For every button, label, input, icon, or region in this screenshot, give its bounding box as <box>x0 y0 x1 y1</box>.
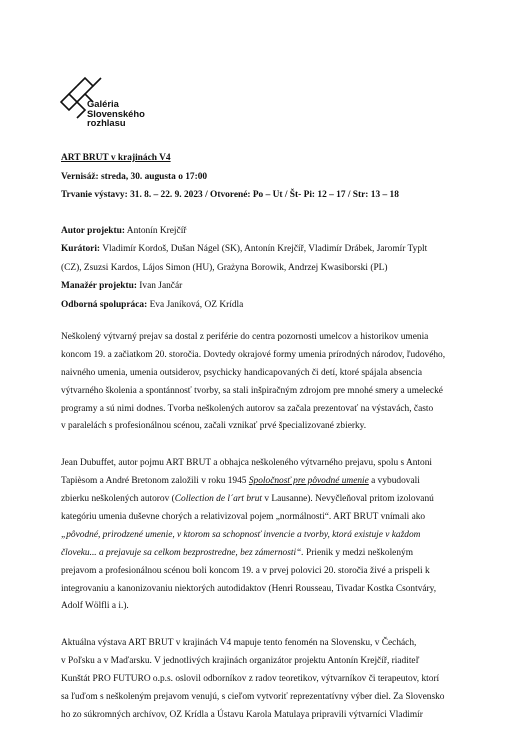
author-label: Autor projektu: <box>61 225 125 236</box>
paragraph-3 <box>61 635 481 724</box>
society-name: Spoločnosť pre pôvodné umenie <box>248 476 369 487</box>
text-span: Prienik y medzi neškoleným <box>303 547 414 558</box>
paragraph-line: Kunštát PRO FUTURO o.p.s. oslovil odborníkov z radov teoretikov, výtvarníkov či terapeutov, ktorí <box>61 674 440 685</box>
manager-line <box>61 277 481 296</box>
text-span: Tapièsom a André Bretonom založili v roku 1945 <box>61 476 249 487</box>
paragraph-line: Neškolený výtvarný prejav sa dostal z periférie do centra pozornosti umelcov a historikov umenia <box>61 332 429 342</box>
duration-line: Trvanie výstavy: 31. 8. – 22. 9. 2023 / Otvorené: Po – Ut / Št- Pi: 12 – 17 / Str: 13 – 18 <box>61 190 399 200</box>
logo-line-1: Galéria <box>87 98 119 109</box>
text-span: v Lausanne). Nevyčleňoval pritom izolovanú <box>262 494 434 505</box>
paragraph-line: Adolf Wölfli a i.). <box>61 601 129 612</box>
text-span: a vybudovali <box>368 476 420 487</box>
paragraph-line: naivného umenia, umenia outsiderov, psychicky handicapovaných či detí, ktoré spájala absencia <box>61 367 422 378</box>
opening-line: Vernisáž: streda, 30. augusta o 17:00 <box>61 171 208 182</box>
paragraph-line: kategóriu umenia duševne chorých a relativizoval pojem „normálnosti“. ART BRUT vnímali ako <box>61 512 426 523</box>
paragraph-1 <box>61 329 481 436</box>
paragraph-line: Aktuálna výstava ART BRUT v krajinách V4 mapuje tento fenomén na Slovensku, v Čechách, <box>61 638 417 649</box>
paragraph-line: sa ľuďom s neškoleným prejavom venujú, s cieľom vytvoriť reprezentatívny výber diel. Za Slovensko <box>61 692 445 703</box>
gallery-logo <box>60 72 190 129</box>
curators-line <box>61 240 481 259</box>
paragraph-line <box>61 545 481 563</box>
cooperation-label: Odborná spolupráca: <box>61 299 148 310</box>
collection-name: Collection de l´art brut <box>174 494 262 505</box>
text-span: zbierku neškolených autorov ( <box>61 494 175 505</box>
manager-label: Manažér projektu: <box>61 281 137 291</box>
quote-end: človeku... a prejavuje sa celkom bezprostredne, bez zámernosti“. <box>61 547 304 558</box>
paragraph-line: v Poľsku a v Maďarsku. V jednotlivých krajinách organizátor projektu Antonín Krejčíř, riaditeľ <box>61 656 420 667</box>
paragraph-line: prejavom a profesionálnou scénou boli koncom 19. a v prvej polovici 20. storočia živé a prispeli k <box>61 565 430 576</box>
author-value: Antonín Krejčíř <box>124 225 187 236</box>
author-line <box>61 222 481 241</box>
paragraph-line: Jean Dubuffet, autor pojmu ART BRUT a obhajca neškoleného výtvarného prejavu, spolu s Antoni <box>61 458 432 469</box>
paragraph-line <box>61 473 481 491</box>
paragraph-line: v paralelách s profesionálnou scénou, začali vznikať prvé špecializované zbierky. <box>61 421 367 432</box>
logo-wordmark <box>87 99 145 128</box>
paragraph-line: programy a sú nimi dodnes. Tvorba neškolených autorov sa začala prezentovať na výstavách, často <box>61 403 434 414</box>
logo-line-3: rozhlasu <box>87 117 126 129</box>
paragraph-2 <box>61 455 481 616</box>
manager-value: Ivan Jančár <box>136 281 183 291</box>
exhibition-title: ART BRUT v krajinách V4 <box>61 153 171 163</box>
curators-label: Kurátori: <box>61 244 101 254</box>
curators-value: Vladimír Kordoš, Dušan Nágel (SK), Antonín Krejčíř, Vladimír Drábek, Jaromír Typlt <box>100 244 428 254</box>
curators-line-2: (CZ), Zsuzsi Kardos, Lájos Simon (HU), Grażyna Borowik, Andrzej Kwasiborski (PL) <box>61 262 388 273</box>
press-release-body <box>61 149 481 725</box>
cooperation-value: Eva Janíková, OZ Krídla <box>147 299 244 310</box>
paragraph-line: koncom 19. a začiatkom 20. storočia. Dovtedy okrajové formy umenia prírodných národov, ľudového, <box>61 349 446 360</box>
paragraph-line: integrovaniu a kanonizovaniu niektorých autodidaktov (Henri Rousseau, Tivadar Kostka Csontváry, <box>61 583 437 594</box>
logo-line-2: Slovenského <box>87 107 145 119</box>
cooperation-line <box>61 296 481 315</box>
paragraph-line: ho zo súkromných archívov, OZ Krídla a Ústavu Karola Matulaya pripravili výtvarníci Vladimír <box>61 709 423 720</box>
quote-line: „pôvodné, prirodzené umenie, v ktorom sa schopnosť invencie a tvorby, ktorá existuje v každom <box>61 529 421 540</box>
paragraph-line <box>61 491 481 509</box>
paragraph-line: výtvarného školenia a spontánnosť tvorby, sa stali inšpiračným zdrojom pre mnohé smery a umelecké <box>61 385 443 396</box>
